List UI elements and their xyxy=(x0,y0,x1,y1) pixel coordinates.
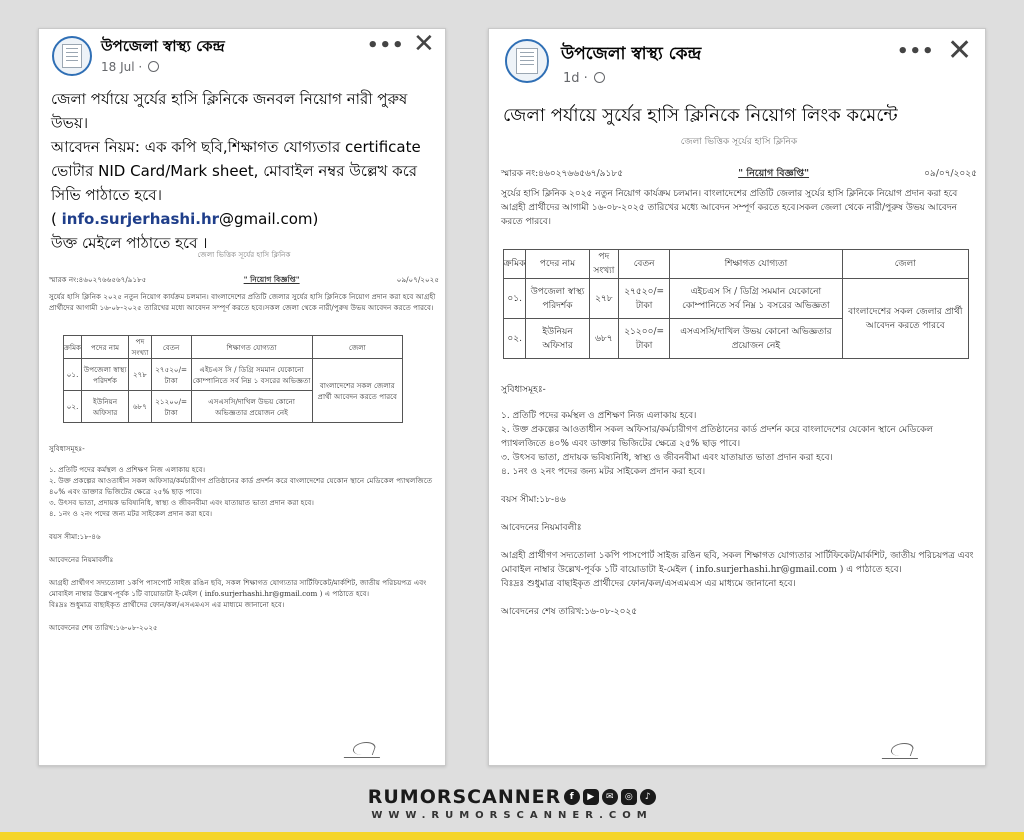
table-header: বেতন xyxy=(619,250,670,279)
table-header: শিক্ষাগত যোগ্যতা xyxy=(670,250,842,279)
list-item: ৩. উৎসব ভাতা, প্রদায়ক ভবিষ্যনিধি, স্বাস্থ্য ও জীবনবীমা এবং যাতায়াত ভাতা প্রদান করা হবে। xyxy=(501,453,833,463)
notice-image[interactable] xyxy=(501,135,977,765)
benefits-title: সুবিধাসমূহঃ- xyxy=(501,385,546,395)
list-item: ১. প্রতিটি পদের কর্মস্থল ও প্রশিক্ষণ নিজ এলাকায় হবে। xyxy=(501,411,697,421)
table-header: শিক্ষাগত যোগ্যতা xyxy=(191,336,312,359)
list-item: ২. উক্ত প্রকল্পের আওতাধীন সকল অফিসার/কর্মচারীগণ প্রতিষ্ঠানের কার্ড প্রদর্শন করে বাংলাদেশের যেকোন স্থানে মেডিকেল প্যাথলজিতে ৪০% এবং ডাক্তার ভিজিটের ক্ষেত্রে ২৫% ছাড় পাবে। xyxy=(501,425,933,449)
page-avatar[interactable] xyxy=(505,39,549,83)
globe-icon xyxy=(594,72,605,83)
table-header: পদ সংখ্যা xyxy=(589,250,618,279)
table-header: ক্রমিক xyxy=(504,250,526,279)
more-options-button[interactable]: ••• xyxy=(897,41,935,62)
list-item: ৪. ১নং ও ২নং পদের জন্য মটর সাইকেল প্রদান করা হবে। xyxy=(49,509,213,518)
rules-body: আগ্রহী প্রার্থীগণ সদ্যতোলা ১কপি পাসপোর্ট সাইজ রঙিন ছবি, সকল শিক্ষাগত যোগ্যতার সার্টিফিকেট/মার্কশিট, জাতীয় পরিচয়পত্র এবং মোবাইল নাম্বার উল্লেখ-পূর্বক ১টি বায়োডাটা ই-মেইল ( info.surjerhashi.hr@gmail.com ) এ পাঠাতে হবে। xyxy=(501,551,974,575)
page-name[interactable]: উপজেলা স্বাস্থ্য কেন্দ্র xyxy=(561,44,702,64)
close-button[interactable]: ✕ xyxy=(947,33,973,68)
notice-intro: সুর্যের হাসি ক্লিনিক ২০২৫ নতুন নিয়োগ কার্যক্রম চলমান। বাংলাদেশের প্রতিটি জেলার সুর্যের হাসি ক্লিনিকে নিয়োগ প্রদান করা হবে আগ্রহী প্রার্থীদের আগামী ১৬-০৮-২০২৫ তারিখের মধ্যে আবেদন সম্পূর্ণ করতে হবে।সকল জেলা থেকে নারী/পুরুষ উভয় আবেদন করতে পারবে। xyxy=(501,189,958,227)
post-text-line: আবেদন নিয়ম: এক কপি ছবি,শিক্ষাগত যোগ্যতার certificate ভোটার NID Card/Mark sheet, মোবাইল নম্বর উল্লেখ করে সিভি পাঠাতে হবে। xyxy=(51,138,421,204)
post-text-line: জেলা পর্যায়ে সুর্যের হাসি ক্লিনিকে জনবল নিয়োগ নারী পুরুষ উভয়। xyxy=(51,90,408,132)
post-text xyxy=(503,103,979,129)
notice-title: " নিয়োগ বিজ্ঞপ্তি" xyxy=(243,275,300,284)
notice-intro: সুর্যের হাসি ক্লিনিক ২০২৫ নতুন নিয়োগ কার্যক্রম চলমান। বাংলাদেশের প্রতিটি জেলার সুর্যের হাসি ক্লিনিকে নিয়োগ প্রদান করা হবে আগ্রহী প্রার্থীদের আগামী ১৬-০৮-২০২৫ তারিখের মধ্যে আবেদন সম্পূর্ণ করতে হবে।সকল জেলা থেকে নারী/পুরুষ উভয় আবেদন করতে পারবে। xyxy=(49,292,436,312)
notice-header: জেলা ভিত্তিক সূর্যের হাসি ক্লিনিক xyxy=(197,250,291,259)
list-item: ১. প্রতিটি পদের কর্মস্থল ও প্রশিক্ষণ নিজ এলাকায় হবে। xyxy=(49,465,206,474)
page-name[interactable]: উপজেলা স্বাস্থ্য কেন্দ্র xyxy=(101,37,225,55)
list-item: ২. উক্ত প্রকল্পের আওতাধীন সকল অফিসার/কর্মচারীগণ প্রতিষ্ঠানের কার্ড প্রদর্শন করে বাংলাদেশের যেকোন স্থানে মেডিকেল প্যাথলজিতে ৪০% এবং ডাক্তার ভিজিটের ক্ষেত্রে ২৫% ছাড় পাবে। xyxy=(49,476,433,496)
rules-title: আবেদনের নিয়মাবলীঃ xyxy=(49,555,114,564)
district-cell: বাংলাদেশের সকল জেলার প্রার্থী আবেদন করতে পারবে xyxy=(312,359,402,423)
facebook-icon: f xyxy=(564,789,580,805)
table-row: ০২. ইউনিয়ন অফিসার ৬৮৭ ২১২০০/= টাকা এসএসসি/দাখিল উভয় কোনো অভিজ্ঞতার প্রয়োজন নেই xyxy=(64,391,403,423)
table-row: ০১. উপজেলা স্বাস্থ্য পরিদর্শক ২৭৮ ২৭৫২০/= টাকা এইচএস সি / ডিগ্রি সমমান যেকোনো কোম্পানিতে সর্ব নিম্ন ১ বসরের অভিজ্ঞতা বাংলাদেশের সকল জেলার প্রার্থী আবেদন করতে পারবে xyxy=(64,359,403,391)
post-timestamp[interactable]: 1d · xyxy=(563,71,605,86)
table-header: পদের নাম xyxy=(526,250,589,279)
messenger-icon: ✉ xyxy=(602,789,618,805)
facebook-post-2 xyxy=(488,28,986,766)
rules-body: আগ্রহী প্রার্থীগণ সদ্যতোলা ১কপি পাসপোর্ট সাইজ রঙিন ছবি, সকল শিক্ষাগত যোগ্যতার সার্টিফিকেট/মার্কশিট, জাতীয় পরিচয়পত্র এবং মোবাইল নাম্বার উল্লেখ-পূর্বক ১টি বায়োডাটা ই-মেইল ( info.surjerhashi.hr@gmail.com ) এ পাঠাতে হবে। xyxy=(49,578,427,598)
notice-image[interactable] xyxy=(49,249,439,764)
page-avatar[interactable] xyxy=(52,36,92,76)
rules-title: আবেদনের নিয়মাবলীঃ xyxy=(501,523,582,533)
globe-icon xyxy=(148,61,159,72)
benefits-list xyxy=(501,409,977,479)
deadline: আবেদনের শেষ তারিখ:১৬-০৮-২০২৫ xyxy=(49,623,158,632)
memo-number: স্মারক নং:৪৬০২৭৬৬৫৬৭/৯১৮৫ xyxy=(501,169,624,179)
post-text-email: ( info.surjerhashi.hr@gmail.com) xyxy=(51,210,319,228)
district-cell: বাংলাদেশের সকল জেলার প্রার্থী আবেদন করতে পারবে xyxy=(842,279,968,359)
list-item: ৩. উৎসব ভাতা, প্রদায়ক ভবিষ্যনিধি, স্বাস্থ্য ও জীবনবীমা এবং যাতায়াত ভাতা প্রদান করা হবে। xyxy=(49,498,314,507)
rules-note: বিঃদ্রঃ শুধুমাত্র বাছাইকৃত প্রার্থীদের ফোন/কল/এসএমএস এর মাধ্যমে জানানো হবে। xyxy=(501,579,796,589)
brand-footer xyxy=(0,786,1024,821)
post-timestamp[interactable]: 18 Jul · xyxy=(101,60,159,74)
brand-logo xyxy=(368,786,657,808)
notice-header: জেলা ভিত্তিক সূর্যের হাসি ক্লিনিক xyxy=(680,137,798,147)
signature xyxy=(882,741,925,759)
brand-url: WWW.RUMORSCANNER.COM xyxy=(371,810,653,821)
deadline: আবেদনের শেষ তারিখ:১৬-০৮-২০২৫ xyxy=(501,607,638,617)
table-header: পদের নাম xyxy=(82,336,129,359)
notice-date: ০৯/০৭/২০২৫ xyxy=(396,275,439,284)
post-text-line: জেলা পর্যায়ে সুর্যের হাসি ক্লিনিকে নিয়োগ লিংক কমেন্টে xyxy=(503,105,898,126)
close-button[interactable]: ✕ xyxy=(413,29,435,59)
youtube-icon: ▶ xyxy=(583,789,599,805)
footer-accent-bar xyxy=(0,832,1024,840)
tiktok-icon: ♪ xyxy=(640,789,656,805)
table-row: ০২. ইউনিয়ন অফিসার ৬৮৭ ২১২০০/= টাকা এসএসসি/দাখিল উভয় কোনো অভিজ্ঞতার প্রয়োজন নেই xyxy=(504,319,969,359)
email-link[interactable]: info.surjerhashi.hr xyxy=(61,210,220,228)
benefits-title: সুবিধাসমূহঃ- xyxy=(49,444,85,453)
table-header: বেতন xyxy=(151,336,191,359)
vacancy-table xyxy=(63,335,403,423)
table-header: জেলা xyxy=(312,336,402,359)
brand-name: RUMORSCANNER xyxy=(367,786,562,808)
post-header xyxy=(39,29,445,89)
vacancy-table xyxy=(503,249,969,359)
memo-number: স্মারক নং:৪৬০২৭৬৬৫৬৭/৯১৮৫ xyxy=(49,275,147,284)
list-item: ৪. ১নং ও ২নং পদের জন্য মটর সাইকেল প্রদান করা হবে। xyxy=(501,467,706,477)
table-row: ০১. উপজেলা স্বাস্থ্য পরিদর্শক ২৭৮ ২৭৫২০/= টাকা এইচএস সি / ডিগ্রি সমমান যেকোনো কোম্পানিতে সর্ব নিম্ন ১ বসরের অভিজ্ঞতা বাংলাদেশের সকল জেলার প্রার্থী আবেদন করতে পারবে xyxy=(504,279,969,319)
facebook-post-1 xyxy=(38,28,446,766)
more-options-button[interactable]: ••• xyxy=(367,35,405,56)
table-header: ক্রমিক xyxy=(64,336,82,359)
age-limit: বয়স সীমা:১৮-৪৬ xyxy=(49,532,101,541)
instagram-icon: ◎ xyxy=(621,789,637,805)
rules-note: বিঃদ্রঃ শুধুমাত্র বাছাইকৃত প্রার্থীদের ফোন/কল/এসএমএস এর মাধ্যমে জানানো হবে। xyxy=(49,600,285,609)
post-header xyxy=(489,29,985,89)
notice-title: " নিয়োগ বিজ্ঞপ্তি" xyxy=(738,168,810,179)
post-text xyxy=(51,87,439,255)
notice-date: ০৯/০৭/২০২৫ xyxy=(924,169,977,179)
table-header: পদ সংখ্যা xyxy=(129,336,152,359)
table-header: জেলা xyxy=(842,250,968,279)
signature xyxy=(344,740,387,758)
post-text-line: উক্ত মেইলে পাঠাতে হবে । xyxy=(51,234,208,252)
benefits-list xyxy=(49,464,439,519)
age-limit: বয়স সীমা:১৮-৪৬ xyxy=(501,495,566,505)
